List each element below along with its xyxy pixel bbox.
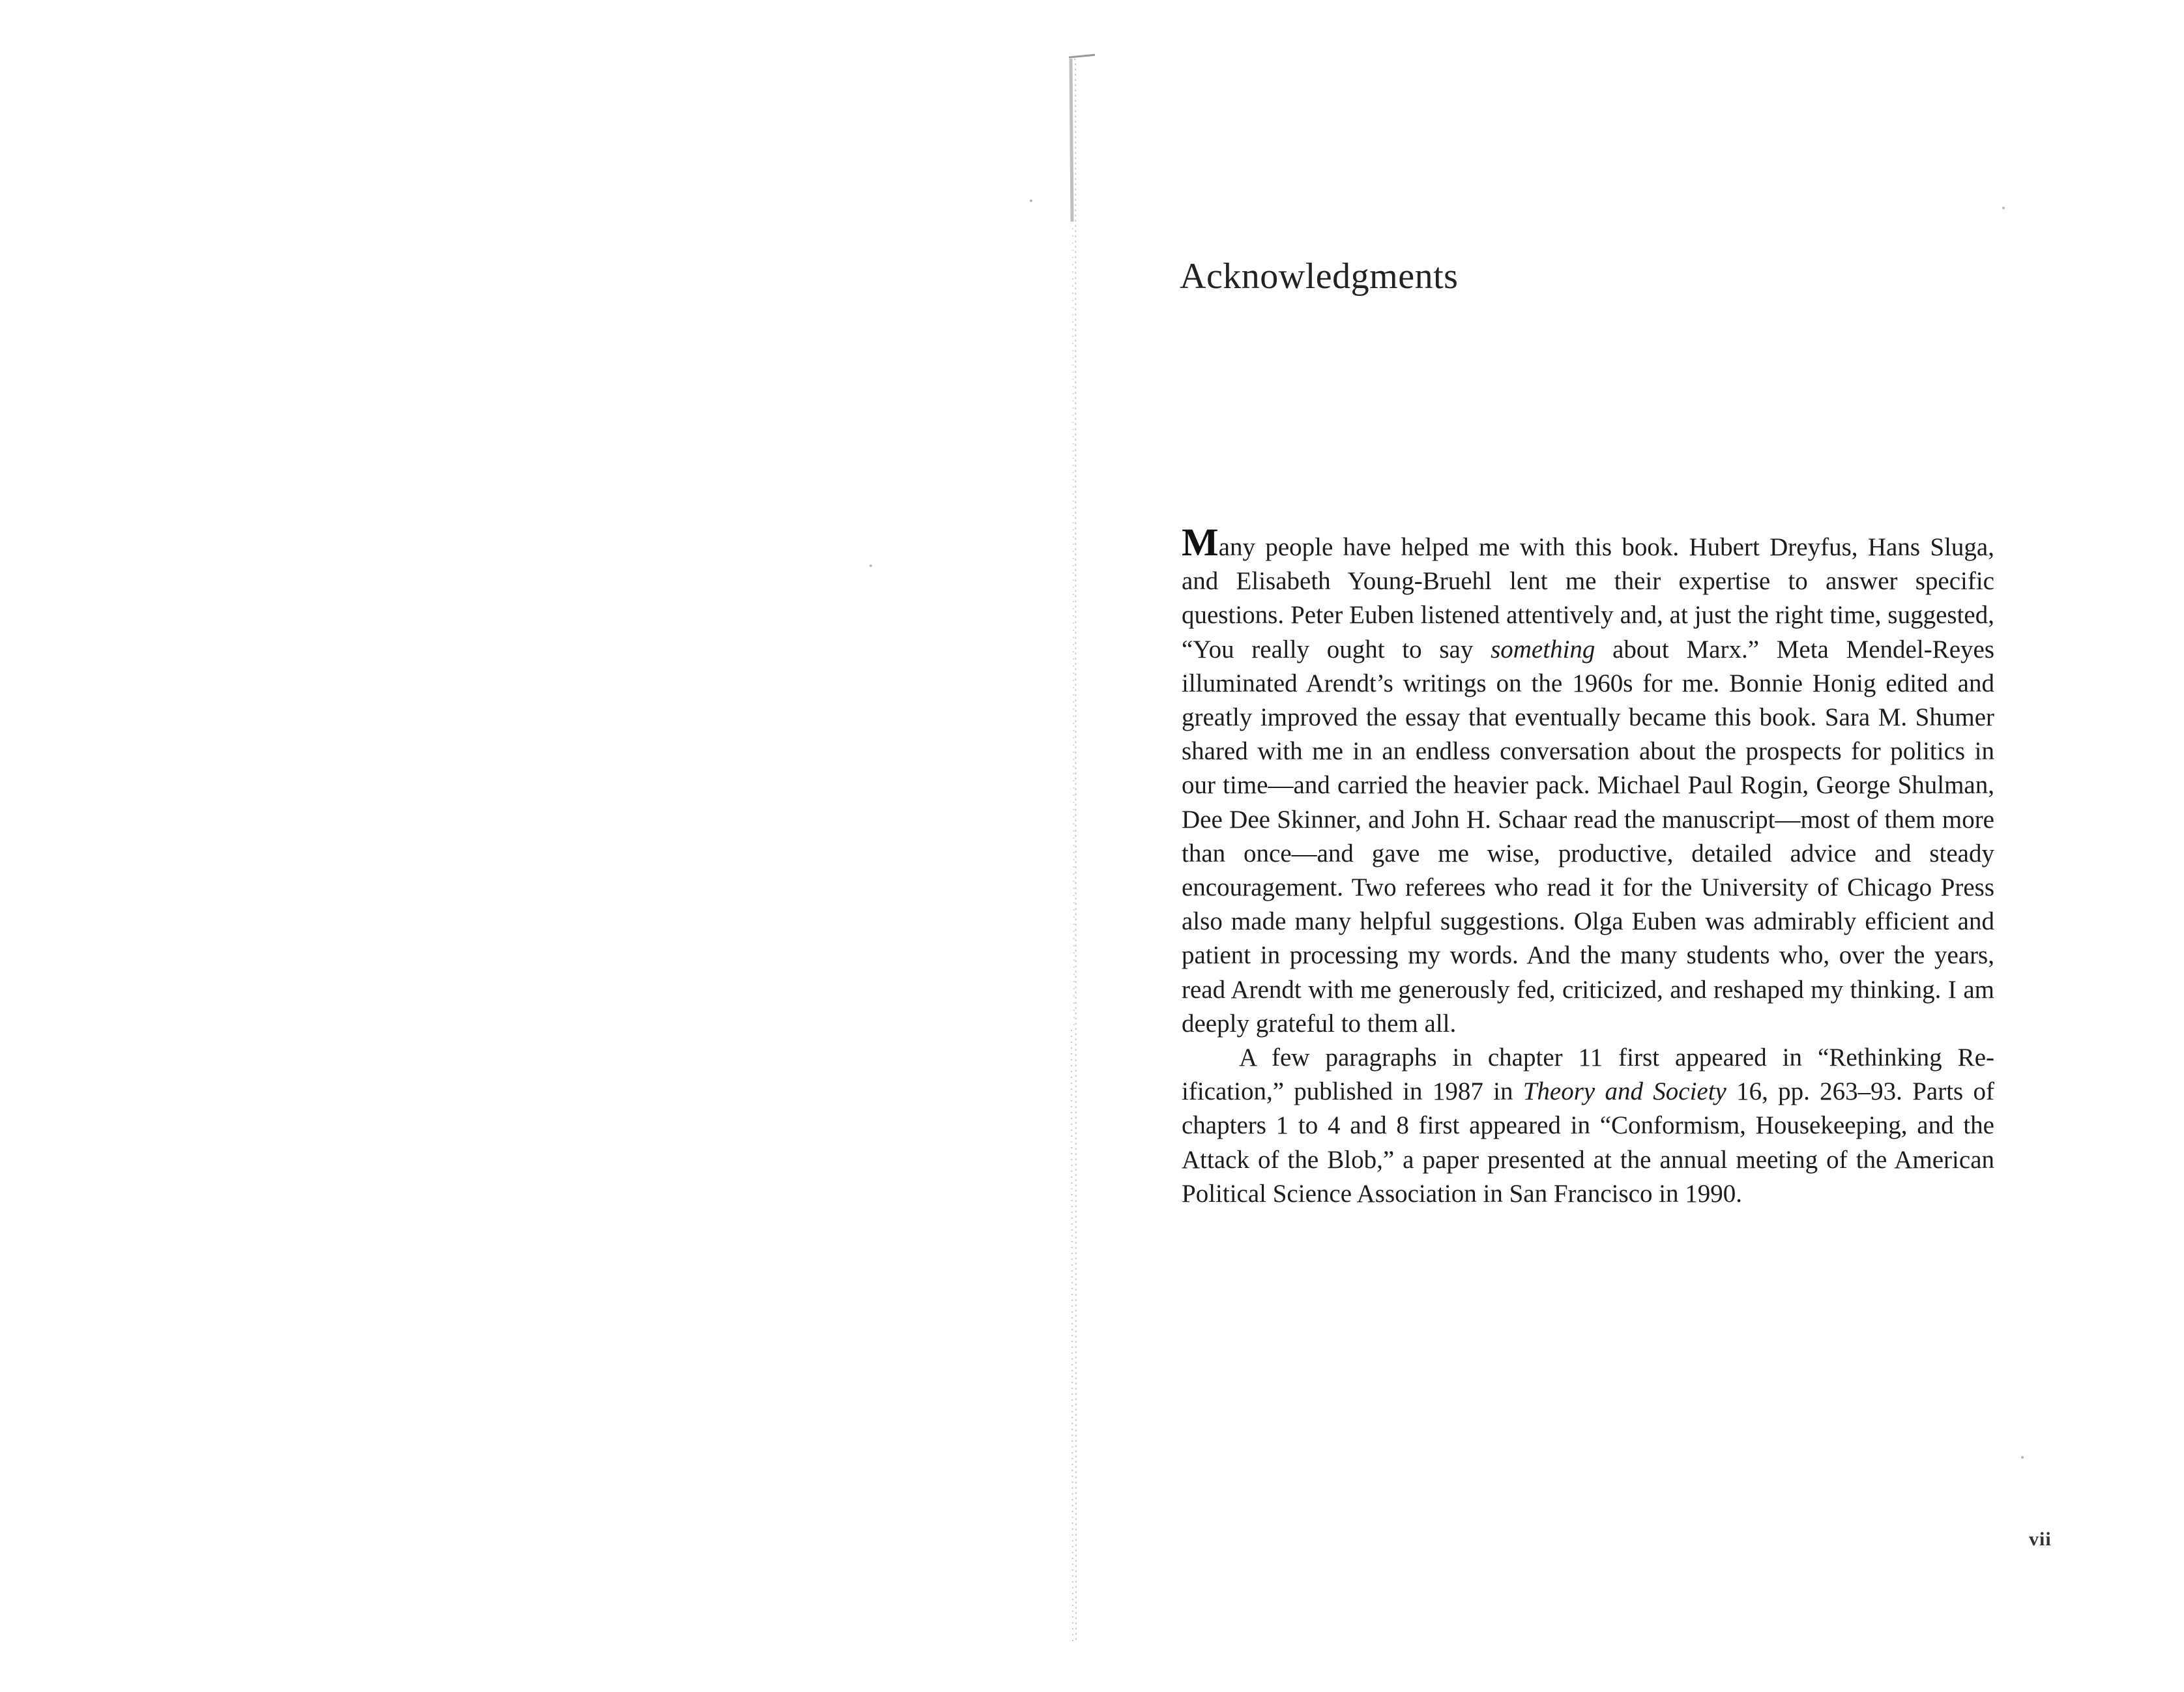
paragraph-2-text: A few paragraphs in chapter 11 first appeared in “Rethinking Reification,” published in 1987 in bbox=[1182, 1043, 1994, 1106]
paragraph-2 bbox=[1182, 1041, 1994, 1211]
gutter-shadow bbox=[1049, 52, 1095, 1642]
page-number: vii bbox=[2029, 1528, 2052, 1550]
paragraph-2-emphasis: Theory and Society bbox=[1522, 1077, 1726, 1106]
paragraph-2-text-after: 16, pp. 263–93. Parts of chapters 1 to 4 and 8 first appeared in “Conformism, Housekeeping, and the Attack of the Blob,” a paper presented at the annual meeting of the American Political Science Association in San Francisco in 1990. bbox=[1182, 1077, 1994, 1208]
body-text bbox=[1182, 523, 1994, 1211]
paragraph-1-text-after: about Marx.” Meta Mendel-Reyes illuminated Arendt’s writings on the 1960s for me. Bonnie Honig edited and greatly improved the essay that eventually became this book. Sara M. Shumer shared with me in an endless conversation about the prospects for politics in our time—and carried the heavier pack. Michael Paul Rogin, George Shulman, Dee Dee Skinner, and John H. Schaar read the manuscript—most of them more than once—and gave me wise, productive, detailed advice and steady encouragement. Two referees who read it for the University of Chicago Press also made many helpful suggestions. Olga Euben was admirably efficient and patient in processing my words. And the many students who, over the years, read Arendt with me generously fed, criticized, and reshaped my thinking. I am deeply grateful to them all. bbox=[1182, 635, 1994, 1038]
paragraph-1-text: any people have helped me with this book. Hubert Dreyfus, Hans Sluga, and Elisabeth Young-Bruehl lent me their expertise to answer specific questions. Peter Euben listened attentively and, at just the right time, suggested, “You really ought to say bbox=[1182, 533, 1994, 664]
chapter-title: Acknowledgments bbox=[1180, 256, 1459, 297]
left-page-blank bbox=[0, 0, 1075, 1692]
paragraph-1 bbox=[1182, 523, 1994, 1041]
paper-speck bbox=[1030, 199, 1032, 202]
right-page bbox=[1095, 0, 2184, 1692]
paper-speck bbox=[869, 564, 872, 567]
paragraph-1-emphasis: something bbox=[1491, 635, 1595, 664]
drop-cap: M bbox=[1182, 521, 1219, 564]
binding-edge-icon bbox=[1049, 52, 1095, 1642]
